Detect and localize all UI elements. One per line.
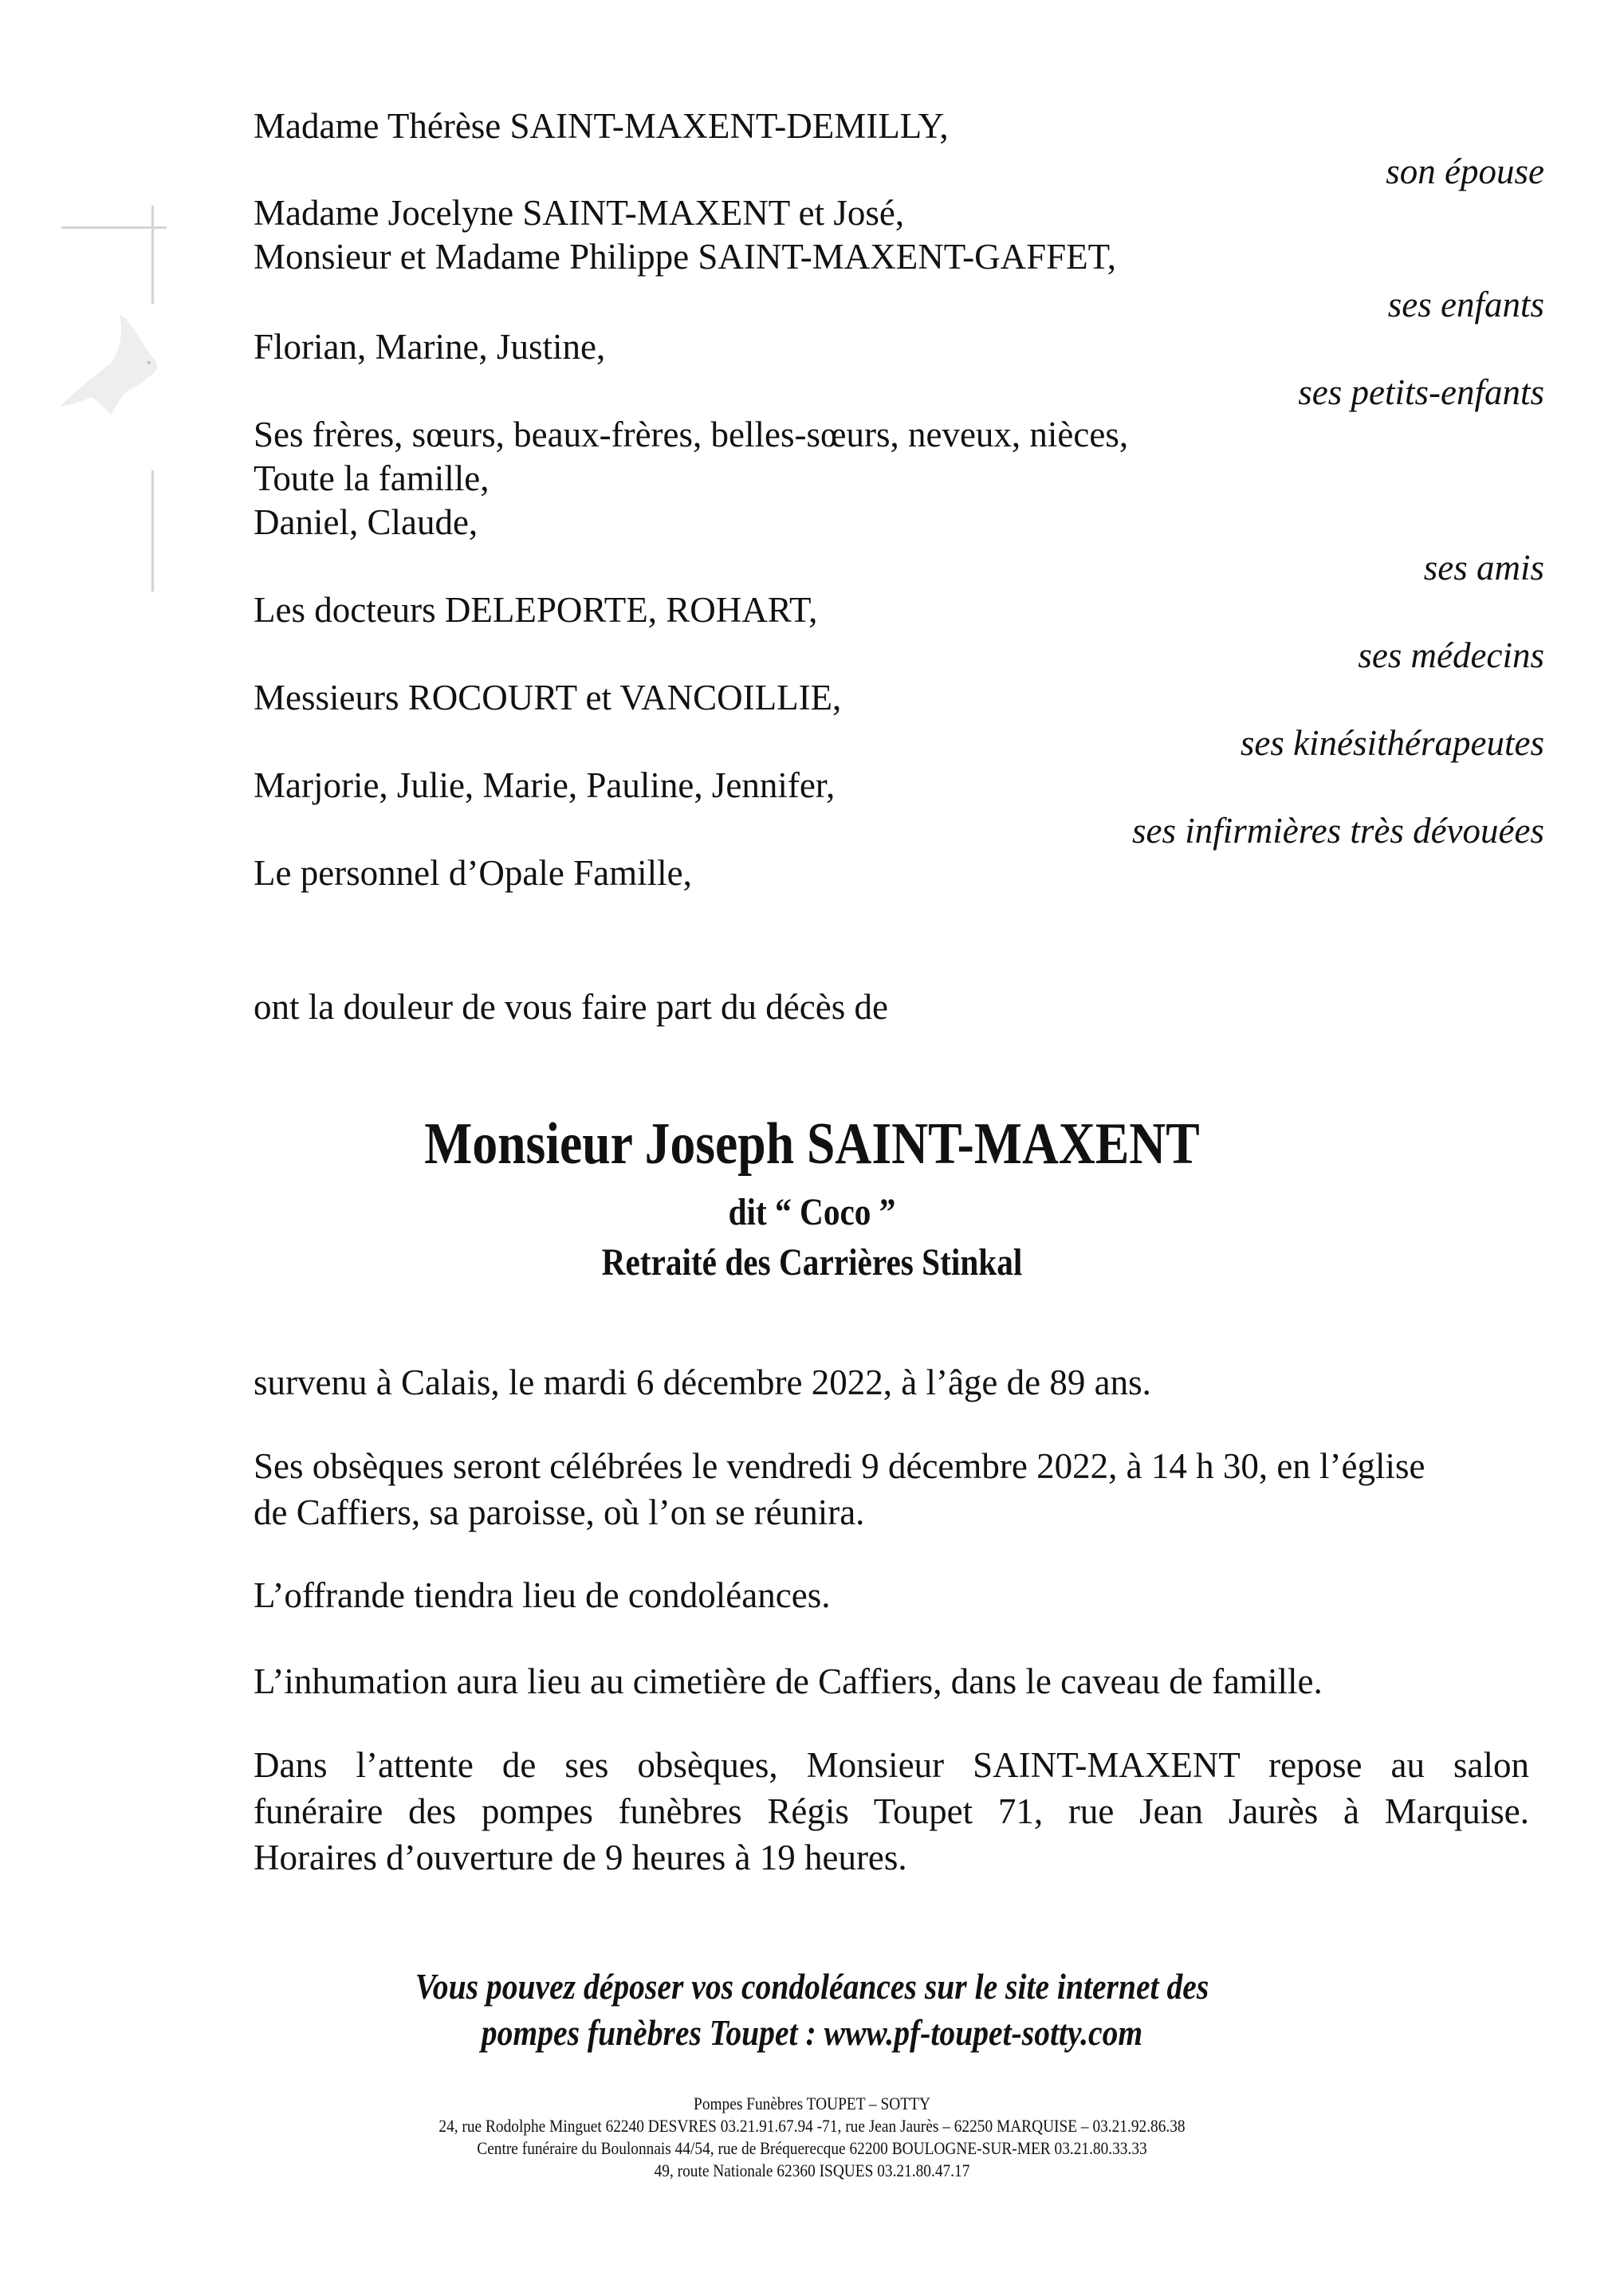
relation-label: ses infirmières très dévouées <box>1132 811 1544 851</box>
family-name-line: Le personnel d’Opale Famille, <box>254 853 692 893</box>
condolences-prefix: pompes funèbres Toupet : <box>481 2013 824 2053</box>
cross-horizontal-bar <box>61 226 167 229</box>
deceased-name: Monsieur Joseph SAINT-MAXENT <box>424 1111 1200 1177</box>
condolences-line <box>97 2009 1527 2057</box>
deceased-nickname: dit “ Coco ” <box>728 1191 896 1233</box>
footer-company: Pompes Funèbres TOUPET – SOTTY <box>694 2094 930 2113</box>
rest-line: Dans l’attente de ses obsèques, Monsieur SAINT-MAXENT repose au salon <box>254 1745 1529 1785</box>
dove-icon <box>44 311 159 446</box>
relation-label: ses enfants <box>1387 285 1544 324</box>
funeral-line: de Caffiers, sa paroisse, où l’on se réunira. <box>254 1492 865 1532</box>
funeral-paragraph <box>254 1443 1529 1535</box>
cross-lower-bar <box>151 470 154 592</box>
rest-line: Horaires d’ouverture de 9 heures à 19 heures. <box>254 1838 907 1877</box>
footer-address: 49, route Nationale 62360 ISQUES 03.21.80.47.17 <box>654 2160 970 2180</box>
family-name-line: Marjorie, Julie, Marie, Pauline, Jennifer, <box>254 765 836 805</box>
footer-address: 24, rue Rodolphe Minguet 62240 DESVRES 03.21.91.67.94 -71, rue Jean Jaurès – 62250 MARQUISE – 03.21.92.86.38 <box>438 2116 1186 2136</box>
website-link[interactable]: www.pf-toupet-sotty.com <box>824 2013 1143 2053</box>
relation-label: ses amis <box>1423 548 1544 588</box>
relation-label: son épouse <box>1386 151 1544 191</box>
deceased-occupation: Retraité des Carrières Stinkal <box>601 1241 1023 1284</box>
rest-line: funéraire des pompes funèbres Régis Toupet 71, rue Jean Jaurès à Marquise. <box>254 1791 1529 1831</box>
family-name-line: Madame Thérèse SAINT-MAXENT-DEMILLY, <box>254 106 949 146</box>
funeral-line: Ses obsèques seront célébrées le vendredi 9 décembre 2022, à 14 h 30, en l’église <box>254 1446 1425 1486</box>
family-name-line: Toute la famille, <box>254 458 490 498</box>
family-name-line: Daniel, Claude, <box>254 502 478 542</box>
family-name-line: Ses frères, sœurs, beaux-frères, belles-sœurs, neveux, nièces, <box>254 415 1129 454</box>
family-name-line: Madame Jocelyne SAINT-MAXENT et José, <box>254 193 905 233</box>
death-paragraph: survenu à Calais, le mardi 6 décembre 2022, à l’âge de 89 ans. <box>254 1362 1151 1402</box>
footer-address: Centre funéraire du Boulonnais 44/54, rue de Bréquerecque 62200 BOULOGNE-SUR-MER 03.21.80.33.33 <box>477 2138 1147 2158</box>
burial-paragraph: L’inhumation aura lieu au cimetière de Caffiers, dans le caveau de famille. <box>254 1661 1323 1701</box>
announcement-text: ont la douleur de vous faire part du décès de <box>254 987 888 1027</box>
family-name-line: Monsieur et Madame Philippe SAINT-MAXENT-GAFFET, <box>254 237 1117 277</box>
relation-label: ses médecins <box>1358 635 1544 675</box>
rest-paragraph <box>254 1742 1529 1881</box>
condolences-line: Vous pouvez déposer vos condoléances sur le site internet des <box>415 1967 1209 2007</box>
family-name-line: Messieurs ROCOURT et VANCOILLIE, <box>254 678 842 718</box>
offering-paragraph: L’offrande tiendra lieu de condoléances. <box>254 1575 831 1615</box>
relation-label: ses petits-enfants <box>1298 372 1544 412</box>
cross-vertical-bar <box>151 206 154 304</box>
family-name-line: Les docteurs DELEPORTE, ROHART, <box>254 590 818 630</box>
relation-label: ses kinésithérapeutes <box>1240 723 1544 763</box>
family-name-line: Florian, Marine, Justine, <box>254 327 606 367</box>
